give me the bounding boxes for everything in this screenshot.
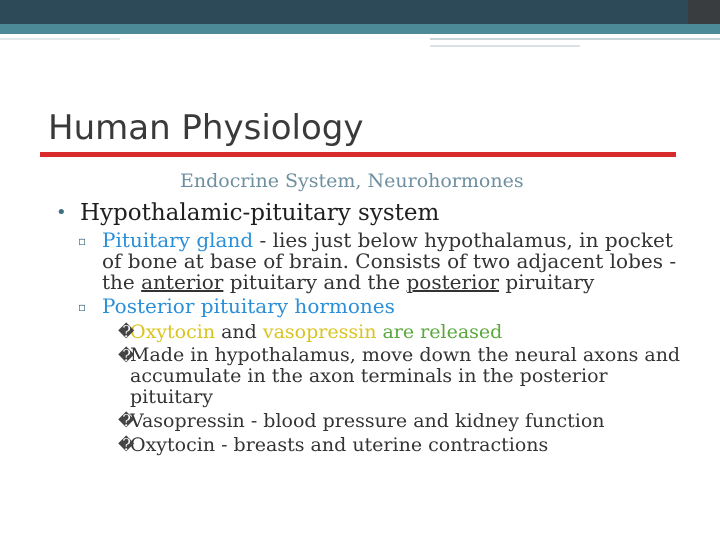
item-vasopressin-function <box>56 410 696 432</box>
subbullet-marker: ▫ <box>78 300 87 314</box>
posterior-term: posterior <box>406 270 500 294</box>
oxytocin-word: Oxytocin <box>130 321 216 343</box>
bullet-hypothalamic-pituitary <box>56 198 696 228</box>
item-text: Made in hypothalamus, move down the neural axons and accumulate in the axon terminals in the posterior pituitary <box>130 344 681 408</box>
released-phrase: are released <box>376 321 503 343</box>
pituitary-description: - lies just below hypothalamus, in pocket of bone at base of brain. Consists of two adjacent lobes - the <box>102 228 677 294</box>
slide-title: Human Physiology <box>48 108 364 148</box>
posterior-hormones-label: Posterior pituitary hormones <box>102 294 395 318</box>
decorative-line <box>0 38 120 40</box>
subbullet-marker: ▫ <box>78 234 87 248</box>
teal-decorative-band <box>0 24 720 34</box>
subbullet-pituitary-gland <box>56 230 696 293</box>
item-marker: � <box>118 435 135 454</box>
bullet-marker: • <box>56 202 67 223</box>
item-marker: � <box>118 322 135 341</box>
decorative-line <box>430 38 720 40</box>
vasopressin-word: vasopressin <box>262 321 377 343</box>
pituitary-description-end: piruitary <box>499 270 595 294</box>
pituitary-gland-label: Pituitary gland <box>102 228 254 252</box>
slide-content <box>56 198 696 456</box>
item-text: Oxytocin - breasts and uterine contractions <box>130 434 549 456</box>
item-made-in-hypothalamus <box>56 345 696 408</box>
slide-subtitle: Endocrine System, Neurohormones <box>180 170 524 192</box>
bullet-text: Hypothalamic-pituitary system <box>80 200 440 226</box>
decorative-line <box>430 45 580 47</box>
and-word: and <box>215 321 263 343</box>
pituitary-description-middle: pituitary and the <box>223 270 407 294</box>
title-underline-rule <box>40 152 676 157</box>
subbullet-posterior-hormones <box>56 296 696 317</box>
item-marker: � <box>118 346 135 365</box>
item-text: Vasopressin - blood pressure and kidney function <box>130 410 605 432</box>
anterior-term: anterior <box>141 270 224 294</box>
top-corner-block <box>688 0 720 24</box>
item-released <box>56 321 696 343</box>
item-marker: � <box>118 411 135 430</box>
item-oxytocin-function <box>56 434 696 456</box>
top-decorative-bar <box>0 0 720 24</box>
